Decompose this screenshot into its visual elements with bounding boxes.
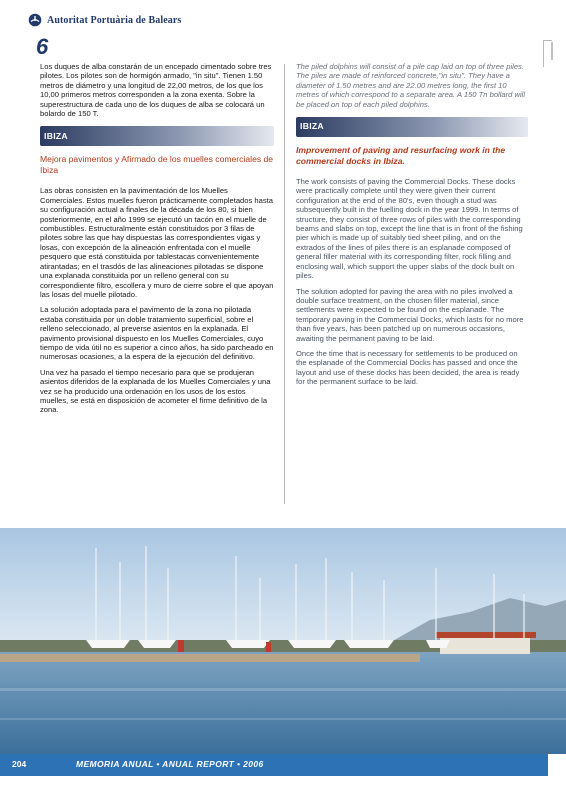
- section-title: IBIZA: [44, 130, 68, 141]
- section-title: IBIZA: [300, 121, 324, 132]
- page-number: 204: [12, 759, 27, 769]
- organization-name: Autoritat Portuària de Balears: [47, 14, 182, 26]
- report-title: MEMORIA ANUAL • ANUAL REPORT • 2006: [76, 759, 264, 769]
- body-paragraph: Once the time that is necessary for settlements to be produced on the esplanade of the Commercial Docks has passed and once the layout and use of these docks has been decided, the area is ready for the permanent surface to be laid.: [296, 348, 520, 387]
- body-paragraph: The solution adopted for paving the area with no piles involved a double surface treatment, on the chosen filler material, since settlements were expected to be found on the esplanade. The temporary paving in the Commercial Docks, which lasts for no more than five years, has been patched up on numerous occasions, awaiting the permanent paving to be laid.: [296, 286, 524, 343]
- section-bar: [40, 126, 274, 146]
- spanish-column: [40, 62, 274, 421]
- body-paragraph: Una vez ha pasado el tiempo necesario para que se produjeran asientos diferidos de la explanada de los Muelles Comerciales y una vez se ha producido una ordenación en los usos de los estos muelles, se está en disposición de acometer el firme definitivo de la zona.: [40, 367, 271, 415]
- chapter-number: 6: [36, 34, 49, 59]
- column-divider: [284, 64, 285, 504]
- english-column: [296, 62, 528, 393]
- intro-paragraph: Los duques de alba constarán de un encepado cimentado sobre tres pilotes. Los pilotes son de hormigón armado, "in situ". Tienen 1.50 metros de diámetro y una longitud de 22,00 metros, de los que los 10,00 primeros metros corresponden a la zona exenta. Sobre la superestructura de cada uno de los duques de alba se colocará un bolardo de 150 T.: [40, 62, 272, 119]
- corner-decoration-inner: [545, 42, 553, 60]
- subheading: Improvement of paving and resurfacing work in the commercial docks in Ibiza.: [296, 145, 506, 167]
- page-header: [28, 12, 548, 28]
- section-bar: [296, 117, 528, 137]
- harbour-marina-photo: [0, 528, 566, 754]
- body-paragraph: Las obras consisten en la pavimentación de los Muelles Comerciales. Estos muelles fueron prácticamente completados hasta su configuración actual a finales de la década de los 80, si bien posteriormente, en el año 1999 se ejecutó un tacón en el muelle de combustibles. Estructuralmente están constituidos por 3 filas de pilotes sobre las que hay dispuestas las correspondientes vigas y losas, con excepción de la alineación enfrentada con el muelle pesquero que está constituida por tablestacas convenientemente atirantadas; en el trasdós de las alineaciones pilotadas se dispone una explanada constituida por un relleno general con su correspondiente filtro, escollera y muro de cierre sobre el que apoyan las losas del muelle pilotado.: [40, 186, 274, 299]
- subheading: Mejora pavimentos y Afirmado de los muelles comerciales de Ibiza: [40, 154, 274, 176]
- port-authority-logo-icon: [28, 13, 42, 27]
- body-paragraph: La solución adoptada para el pavimento de la zona no pilotada estaba constituida por un doble tratamiento superficial, sobre el relleno seleccionado, al preverse asientos en la explanada. El pavimento provisional dispuesto en los Muelles Comerciales, cuyo tiempo de vida útil no es superior a cinco años, ha sido parcheado en numerosas ocasiones, a la espera de la ejecución del definitivo.: [40, 305, 274, 362]
- body-paragraph: The work consists of paving the Commercial Docks. These docks were practically complete until they were given their current configuration at the end of the 80's, even though a stud was subsequently built in the fuelling dock in the year 1999. In terms of structure, they consist of three rows of piles with the corresponding beams and slabs on top, except the line that is in front of the fishing pier which is made up of suitably tied sheet piling, and on the extrados of the lines of piles there is an esplanade composed of general filler material with its corresponding filter, rock filling and enclosing wall, which support the upper slabs of the dock built on piles.: [296, 177, 523, 281]
- intro-paragraph: The piled dolphins will consist of a pile cap laid on top of three piles. The piles are made of reinforced concrete,"in situ". They have a diameter of 1.50 metres and are 22.00 metres long, the first 10 metres of which correspond to a separate area. A 150 Tn bollard will be placed on top of each piled dolphins.: [296, 62, 526, 109]
- page-footer: [0, 754, 566, 776]
